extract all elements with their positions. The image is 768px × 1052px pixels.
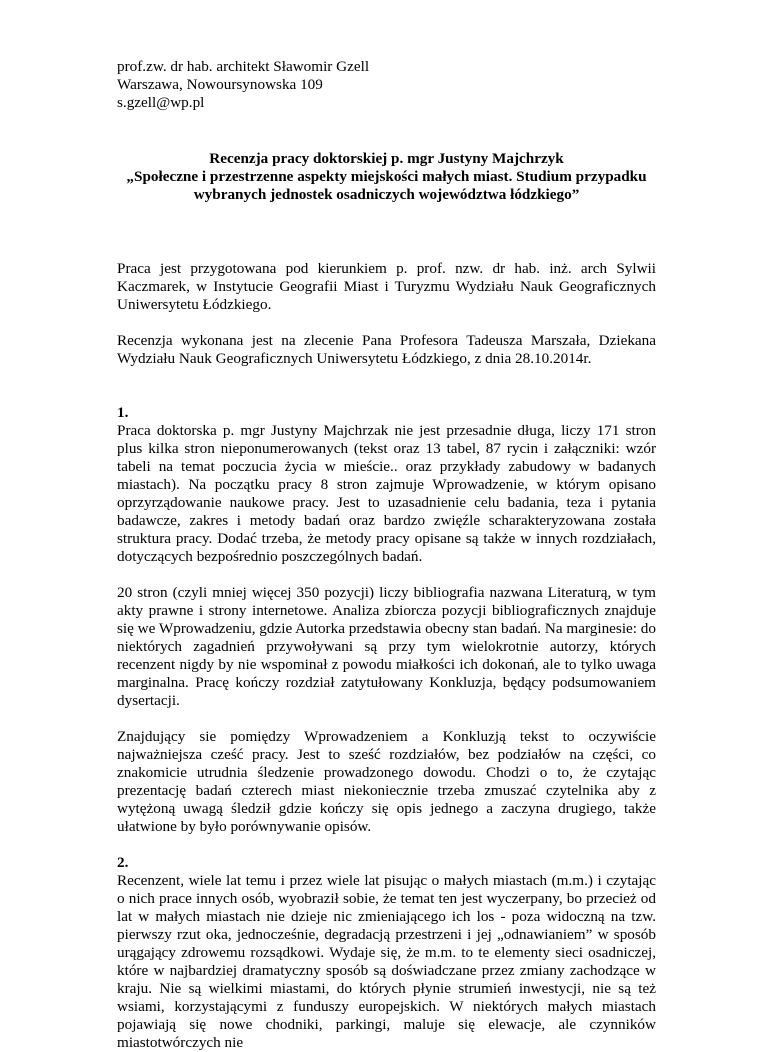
section-number-2: 2. bbox=[117, 854, 129, 871]
title-line-2: „Społeczne i przestrzenne aspekty miejskości małych miast. Studium przypadku bbox=[126, 168, 647, 185]
author-address-block bbox=[117, 58, 656, 112]
paragraph-bibliography: 20 stron (czyli mniej więcej 350 pozycji) liczy bibliografia nazwana Literaturą, w tym akty prawne i strony internetowe. Analiza zbiorcza pozycji bibliograficznych znajduje się we Wprowadzeniu, gdzie Autorka przedstawia obecny stan badań. Na marginesie: do niektórych zagadnień przywoływani są przy tym wielokrotnie autorzy, których recenzent nigdy by nie wspominał z powodu miałkości ich dokonań, ale to tylko uwaga marginalna. Pracę kończy rozdział zatytułowany Konkluzja, będący podsumowaniem dysertacji. bbox=[117, 584, 656, 709]
paragraph-length: Praca doktorska p. mgr Justyny Majchrzak nie jest przesadnie długa, liczy 171 stron plus kilka stron nieponumerowanych (tekst oraz 13 tabel, 87 rycin i załączniki: wzór tabeli na temat poczucia życia w mieście.. oraz przykłady zabudowy w badanych miastach). Na początku pracy 8 stron zajmuje Wprowadzenie, w którym opisano oprzyrządowanie naukowe pracy. Jest to uzasadnienie celu badania, teza i pytania badawcze, zakres i metody badań oraz bardzo zwięźle scharakteryzowana została struktura pracy. Dodać trzeba, że metody pracy opisane są także w innych rozdziałach, dotyczących bezpośrednio poszczególnych badań. bbox=[117, 422, 656, 565]
author-street: Warszawa, Nowoursynowska 109 bbox=[117, 76, 323, 93]
title-line-1: Recenzja pracy doktorskiej p. mgr Justyny Majchrzyk bbox=[209, 150, 564, 167]
author-email: s.gzell@wp.pl bbox=[117, 94, 205, 111]
paragraph-small-towns: Recenzent, wiele lat temu i przez wiele lat pisując o małych miastach (m.m.) i czytając o nich prace innych osób, wyobraził sobie, że temat ten jest wyczerpany, bo przecież od lat w małych miastach nie dzieje nic zmieniającego ich los - poza widoczną na tzw. pierwszy rzut oka, jednocześnie, degradacją przestrzeni i jej „odnawianiem” w sposób urągający zdrowemu rozsądkowi. Wydaje się, że m.m. to te elementy sieci osadniczej, które w najbardziej dramatyczny sposób są doświadczane przez zmiany zachodzące w kraju. Nie są wielkimi miastami, do których płynie strumień inwestycji, nie są też wsiami, korzystającymi z funduszy europejskich. W niektórych małych miastach pojawiają się nowe chodniki, parkingi, maluje się elewacje, ale czynników miastotwórczych nie bbox=[117, 872, 656, 1051]
author-name: prof.zw. dr hab. architekt Sławomir Gzell bbox=[117, 58, 370, 75]
paragraph-structure: Znajdujący sie pomiędzy Wprowadzeniem a Konkluzją tekst to oczywiście najważniejsza cześć pracy. Jest to sześć rozdziałów, bez podziałów na części, co znakomicie utrudnia śledzenie prowadzonego dowodu. Chodzi o to, że czytając prezentację badań czterech miast niekoniecznie trzeba zmuszać czytelnika aby z wytężoną uwagą śledził gdzie kończy się opis jednego a zaczyna drugiego, także ułatwione by było porównywanie opisów. bbox=[117, 728, 656, 835]
paragraph-commission: Recenzja wykonana jest na zlecenie Pana Profesora Tadeusza Marszała, Dziekana Wydziału Nauk Geograficznych Uniwersytetu Łódzkiego, z dnia 28.10.2014r. bbox=[117, 332, 656, 367]
section-number-1: 1. bbox=[117, 404, 129, 421]
title-line-3: wybranych jednostek osadniczych województwa łódzkiego” bbox=[193, 186, 580, 203]
review-title bbox=[117, 150, 656, 204]
paragraph-supervisor: Praca jest przygotowana pod kierunkiem p. prof. nzw. dr hab. inż. arch Sylwii Kaczmarek, w Instytucie Geografii Miast i Turyzmu Wydziału Nauk Geograficznych Uniwersytetu Łódzkiego. bbox=[117, 260, 656, 313]
